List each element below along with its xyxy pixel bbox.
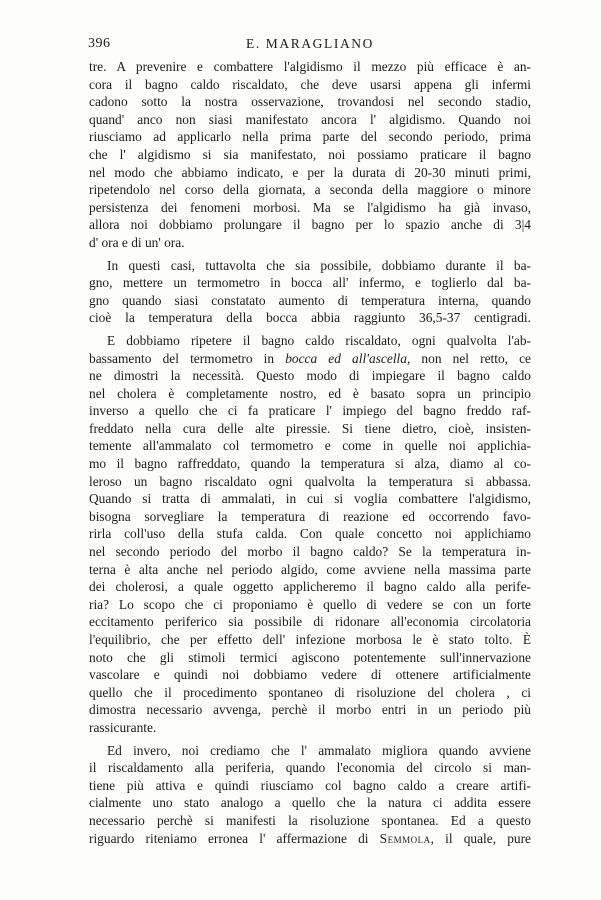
text-line: allora noi dobbiamo prolungare il bagno per lo spazio anche di 3|4 [89,217,531,233]
text-fragment: , non nel retto, ce [406,350,531,366]
paragraph-1 [89,58,531,252]
text-line: d' ora e di un' ora. [89,234,185,250]
text-line: inverso a quello che ci fa praticare l' impiego del bagno freddo raf- [89,403,531,419]
page-number: 396 [88,36,111,51]
running-head: E. MARAGLIANO [245,36,375,51]
text-line: E dobbiamo ripetere il bagno caldo riscaldato, ogni qualvolta l'ab- [107,332,531,348]
text-line: nel secondo periodo del morbo il bagno caldo? Se la temperatura in- [89,544,531,560]
text-fragment: riguardo riteniamo erronea l' affermazione di [89,830,380,846]
text-line: tre. A prevenire e combattere l'algidismo il mezzo più efficace è an- [89,59,531,74]
author-name: Semmola [379,830,431,846]
text-line: dei cholerosi, a quale oggetto applicheremo il bagno caldo alla perife- [89,579,531,595]
text-line: In questi casi, tuttavolta che sia possibile, dobbiamo durante il ba- [107,257,531,273]
text-line: nel cholera è completamente nostro, ed è basato sopra un principio [89,385,531,401]
paragraph-2 [89,257,531,327]
text-line: quand' anco non siasi manifestato ancora l' algidismo. Quando noi [89,111,531,127]
text-line: cora il bagno caldo riscaldato, che deve usarsi appena gli infermi [89,76,531,92]
text-line: Quando si tratta di ammalati, in cui si voglia combattere l'algidismo, [89,491,531,507]
text-line: leroso un bagno riscaldato ogni qualvolta la temperatura si abbassa. [89,473,531,489]
text-line: l'equilibrio, che per effetto dell' infezione morbosa le è stato tolto. È [89,632,531,647]
text-line: ria? Lo scopo che ci proponiamo è quello di vedere se con un forte [89,596,531,612]
text-line: gno quando siasi constatato aumento di temperatura interna, quando [89,292,531,308]
text-line: che l' algidismo si sia manifestato, noi possiamo praticare il bagno [89,146,531,162]
paragraph-4 [89,742,531,848]
text-line: bisogna sorvegliare la temperatura di reazione ed occorrendo favo- [89,508,531,524]
text-line: ne dimostri la necessità. Questo modo di impiegare il bagno caldo [89,368,531,384]
text-line: quello che il procedimento spontaneo di risoluzione del cholera , ci [89,684,531,700]
text-line: persistenza dei fenomeni morbosi. Ma se l'algidismo ha già invaso, [89,199,531,215]
text-line: noto che gli stimoli termici agiscono potentemente sull'innervazione [89,649,531,665]
text-line: nel modo che abbiamo indicato, e per la durata di 20-30 minuti primi, [89,164,531,180]
text-line-with-name [89,830,531,848]
text-line-with-italic [89,350,531,368]
text-line: ripetendolo nel corso della giornata, a seconda della maggiore o minore [89,182,531,198]
text-fragment: bassamento del termometro in [89,350,286,366]
text-line: cadono sotto la nostra osservazione, trovandosi nel secondo stadio, [89,94,531,110]
text-line: mo il bagno raffreddato, quando la temperatura si alza, diamo al co- [89,456,531,472]
text-line: Ed invero, noi crediamo che l' ammalato migliora quando avviene [107,742,531,758]
text-line: cialmente uno stato analogo a quello che la natura ci addita essere [89,795,531,811]
text-line: dimostra necessario avvenga, perchè il morbo entri in un periodo più [89,702,531,718]
text-line: tiene più attiva e quindi riusciamo col bagno caldo a creare artifi- [89,777,531,793]
text-line: rassicurante. [89,719,157,735]
text-line: temente all'ammalato col termometro e come in quelle noi applichia- [89,438,531,454]
text-fragment: , il quale, pure [430,830,531,846]
body-text [89,58,531,852]
paragraph-3 [89,332,531,737]
text-line: rirla coll'uso della stufa calda. Con quale concetto noi applichiamo [89,526,531,542]
text-line: necessario perchè si manifesti la risoluzione spontanea. Ed a questo [89,812,531,828]
text-line: vascolare e quindi noi dobbiamo vedere di ottenere artificialmente [89,667,531,683]
text-line: cioè la temperatura della bocca abbia raggiunto 36,5-37 centigradi. [89,310,531,326]
text-line: il riscaldamento alla periferia, quando l'economia del circolo si man- [89,760,531,776]
page-header [88,36,532,54]
text-line: riusciamo ad applicarlo nella prima parte del secondo periodo, prima [89,129,531,145]
text-line: freddato nella cura delle alte piressie. Si tiene dietro, cioè, insisten- [89,420,531,436]
text-line: eccitamento periferico sia possibile di ridonare all'economia circolatoria [89,614,531,630]
italic-phrase: bocca ed all'ascella [285,350,407,366]
text-line: gno, mettere un termometro in bocca all' infermo, e toglierlo dal ba- [89,275,531,291]
text-line: terna è alta anche nel periodo algido, come avviene nella massima parte [89,561,531,577]
